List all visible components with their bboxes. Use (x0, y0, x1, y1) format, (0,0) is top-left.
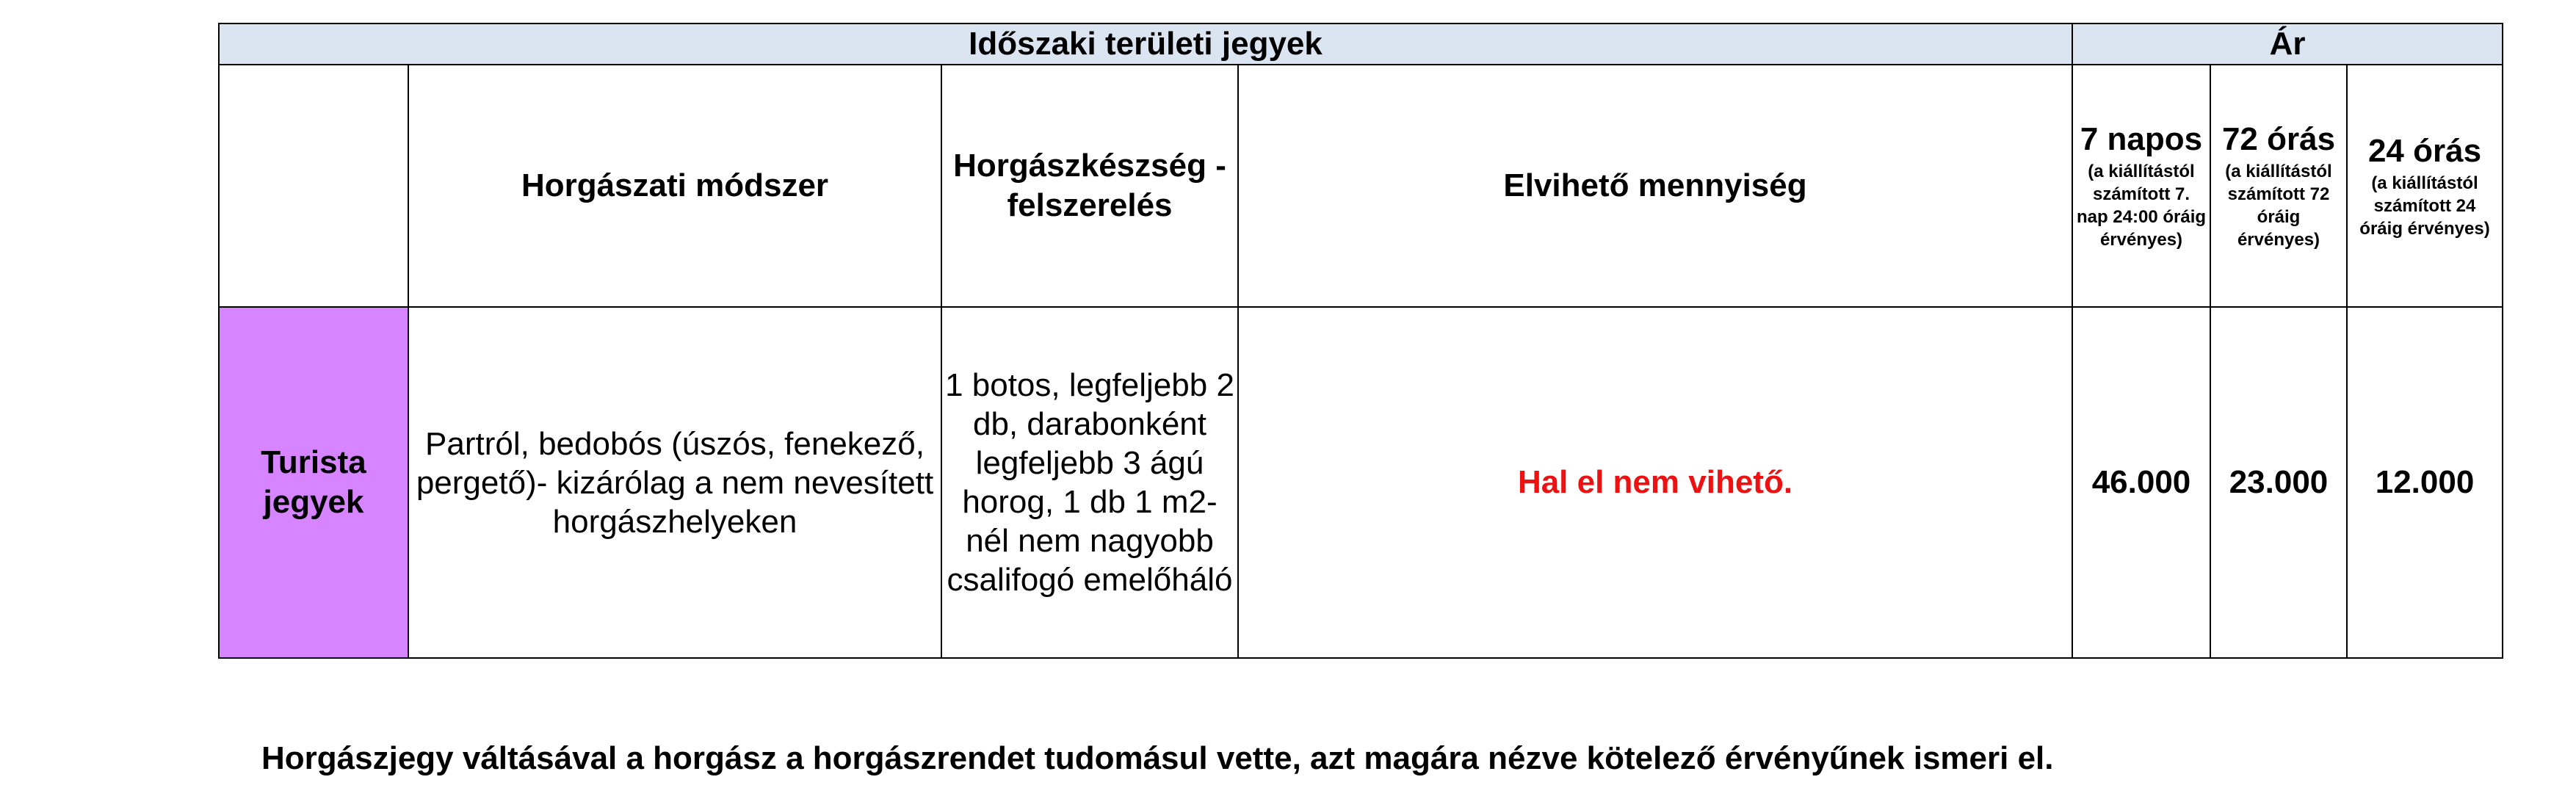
price-72-hour: 23.000 (2210, 307, 2347, 658)
equipment-cell: 1 botos, legfeljebb 2 db, darabonként legfeljebb 3 ágú horog, 1 db 1 m2-nél nem nagyobb csalifogó emelőháló (941, 307, 1238, 658)
price-note-72-hour: (a kiállítástól számított 72 óráig érvényes) (2225, 162, 2332, 250)
price-24-hour: 12.000 (2347, 307, 2503, 658)
price-title: Ár (2072, 24, 2503, 65)
price-header-72-hour (2210, 65, 2347, 307)
price-label-72-hour: 72 órás (2221, 121, 2336, 157)
column-header-row (219, 65, 2503, 307)
price-7-day: 46.000 (2072, 307, 2210, 658)
price-label-7-day: 7 napos (2080, 121, 2203, 157)
quantity-cell: Hal el nem vihető. (1238, 307, 2072, 658)
price-label-24-hour: 24 órás (2367, 132, 2482, 169)
table-row (219, 307, 2503, 658)
empty-header-cell (219, 65, 408, 307)
method-cell: Partról, bedobós (úszós, fenekező, pergető)- kizárólag a nem nevesített horgászhelyeken (408, 307, 941, 658)
price-note-24-hour: (a kiállítástól számított 24 óráig érvényes) (2359, 173, 2490, 239)
price-note-7-day: (a kiállítástól számított 7. nap 24:00 óráig érvényes) (2076, 162, 2207, 250)
table-title-row (219, 24, 2503, 65)
table-title: Időszaki területi jegyek (219, 24, 2072, 65)
method-header: Horgászati módszer (408, 65, 941, 307)
quantity-header: Elvihető mennyiség (1238, 65, 2072, 307)
price-header-24-hour (2347, 65, 2503, 307)
ticket-type-label: Turista jegyek (219, 307, 408, 658)
footer-note: Horgászjegy váltásával a horgász a horgászrendet tudomásul vette, azt magára nézve kötelező érvényűnek ismeri el. (261, 740, 2054, 776)
ticket-price-table (218, 23, 2503, 659)
price-header-7-day (2072, 65, 2210, 307)
equipment-header: Horgászkészség - felszerelés (941, 65, 1238, 307)
